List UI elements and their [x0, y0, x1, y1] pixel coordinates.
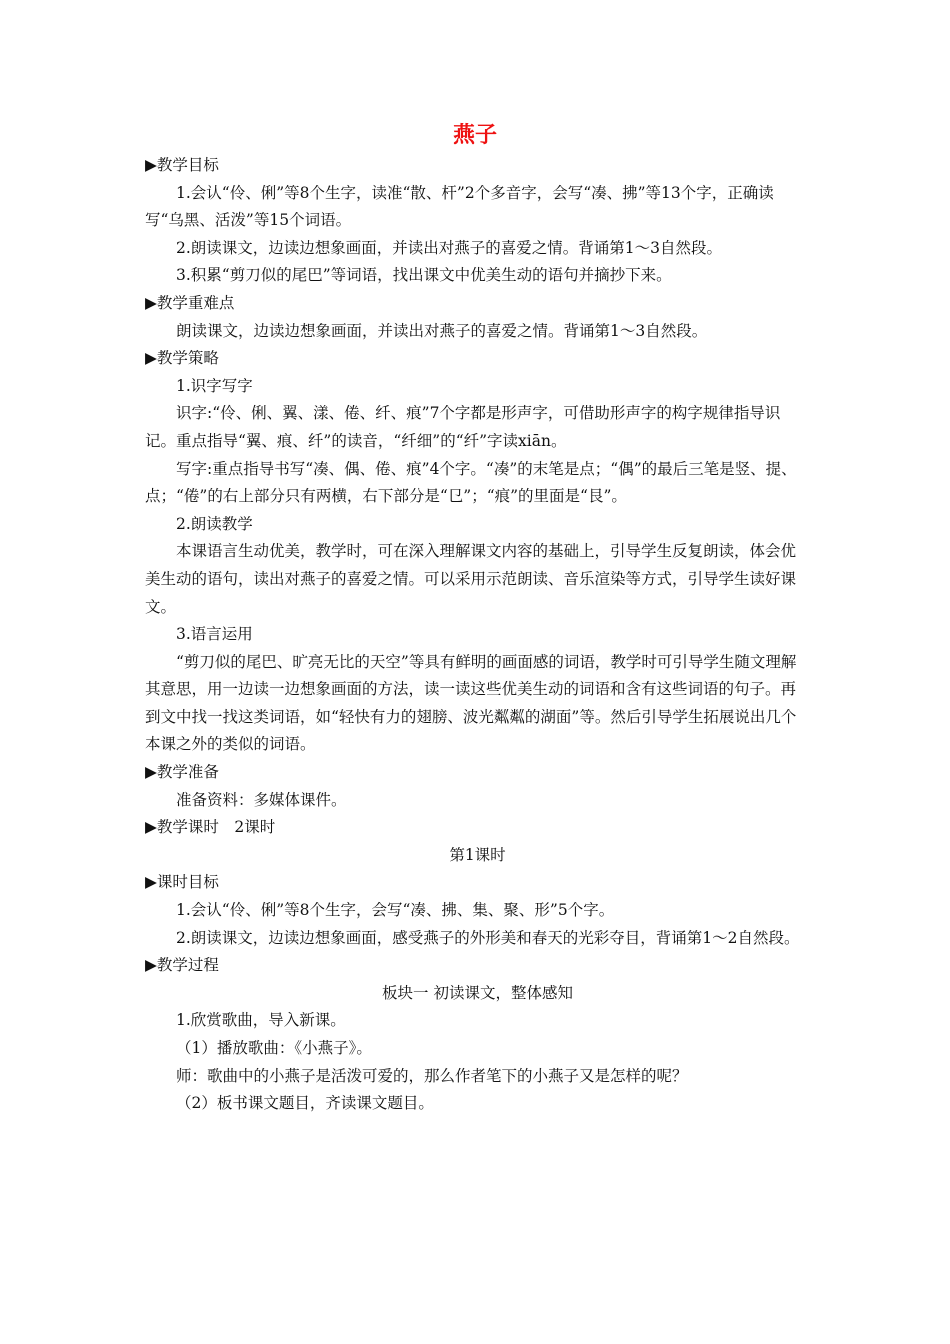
- strategy-subtitle: 2.朗读教学: [176, 514, 253, 533]
- preparation-text: 准备资料：多媒体课件。: [176, 790, 347, 809]
- lesson-goal-item: 1.会认“伶、俐”等8个生字，会写“凑、拂、集、聚、形”5个字。: [176, 901, 615, 920]
- block-title: 板块一 初读课文，整体感知: [382, 983, 573, 1002]
- section-heading-lesson-goals: ▶课时目标: [145, 873, 219, 892]
- strategy-paragraph: 本课语言生动优美，教学时，可在深入理解课文内容的基础上，引导学生反复朗读，体会优美生动的语句，读出对燕子的喜爱之情。可以采用示范朗读、音乐渲染等方式，引导学生读好课文。: [145, 542, 797, 616]
- goal-item: 1.会认“伶、俐”等8个生字，读准“散、杆”2个多音字，会写“凑、拂”等13个字，正确读写“乌黑、活泼”等15个词语。: [145, 183, 774, 230]
- strategy-paragraph: 识字:“伶、俐、翼、漾、倦、纤、痕”7个字都是形声字，可借助形声字的构字规律指导识记。重点指导“翼、痕、纤”的读音，“纤细”的“纤”字读xiān。: [145, 404, 781, 450]
- key-points-text: 朗读课文，边读边想象画面，并读出对燕子的喜爱之情。背诵第1～3自然段。: [176, 321, 708, 340]
- lesson-goal-item: 2.朗读课文，边读边想象画面，感受燕子的外形美和春天的光彩夺目，背诵第1～2自然段。: [176, 928, 800, 947]
- strategy-subtitle: 3.语言运用: [176, 625, 253, 644]
- page-title: 燕子: [452, 123, 497, 148]
- lesson-title: 第1课时: [449, 845, 506, 864]
- section-heading-preparation: ▶教学准备: [145, 763, 219, 782]
- document-body: [145, 152, 810, 1118]
- goal-item: 3.积累“剪刀似的尾巴”等词语，找出课文中优美生动的语句并摘抄下来。: [176, 266, 672, 285]
- strategy-subtitle: 1.识字写字: [176, 376, 253, 395]
- process-step: 师：歌曲中的小燕子是活泼可爱的，那么作者笔下的小燕子又是怎样的呢？: [176, 1066, 688, 1085]
- process-step: （2）板书课文题目，齐读课文题目。: [176, 1094, 434, 1113]
- section-heading-process: ▶教学过程: [145, 956, 219, 975]
- section-heading-strategy: ▶教学策略: [145, 349, 219, 368]
- strategy-paragraph: 写字:重点指导书写“凑、偶、倦、痕”4个字。“凑”的末笔是点；“偶”的最后三笔是竖、提、点；“倦”的右上部分只有两横，右下部分是“㔾”；“痕”的里面是“艮”。: [145, 459, 797, 506]
- section-heading-hours: ▶教学课时 2课时: [145, 818, 276, 837]
- process-step: （1）播放歌曲：《小燕子》。: [176, 1039, 372, 1057]
- process-step: 1.欣赏歌曲，导入新课。: [176, 1011, 346, 1030]
- section-heading-key-points: ▶教学重难点: [145, 293, 235, 312]
- section-heading-goals: ▶教学目标: [145, 156, 219, 174]
- goal-item: 2.朗读课文，边读边想象画面，并读出对燕子的喜爱之情。背诵第1～3自然段。: [176, 238, 723, 257]
- strategy-paragraph: “剪刀似的尾巴、旷亮无比的天空”等具有鲜明的画面感的词语，教学时可引导学生随文理解其意思，用一边读一边想象画面的方法，读一读这些优美生动的词语和含有这些词语的句子。再到文中找一找这类词语，如“轻快有力的翅膀、波光粼粼的湖面”等。然后引导学生拓展说出几个本课之外的类似的词语。: [145, 652, 797, 754]
